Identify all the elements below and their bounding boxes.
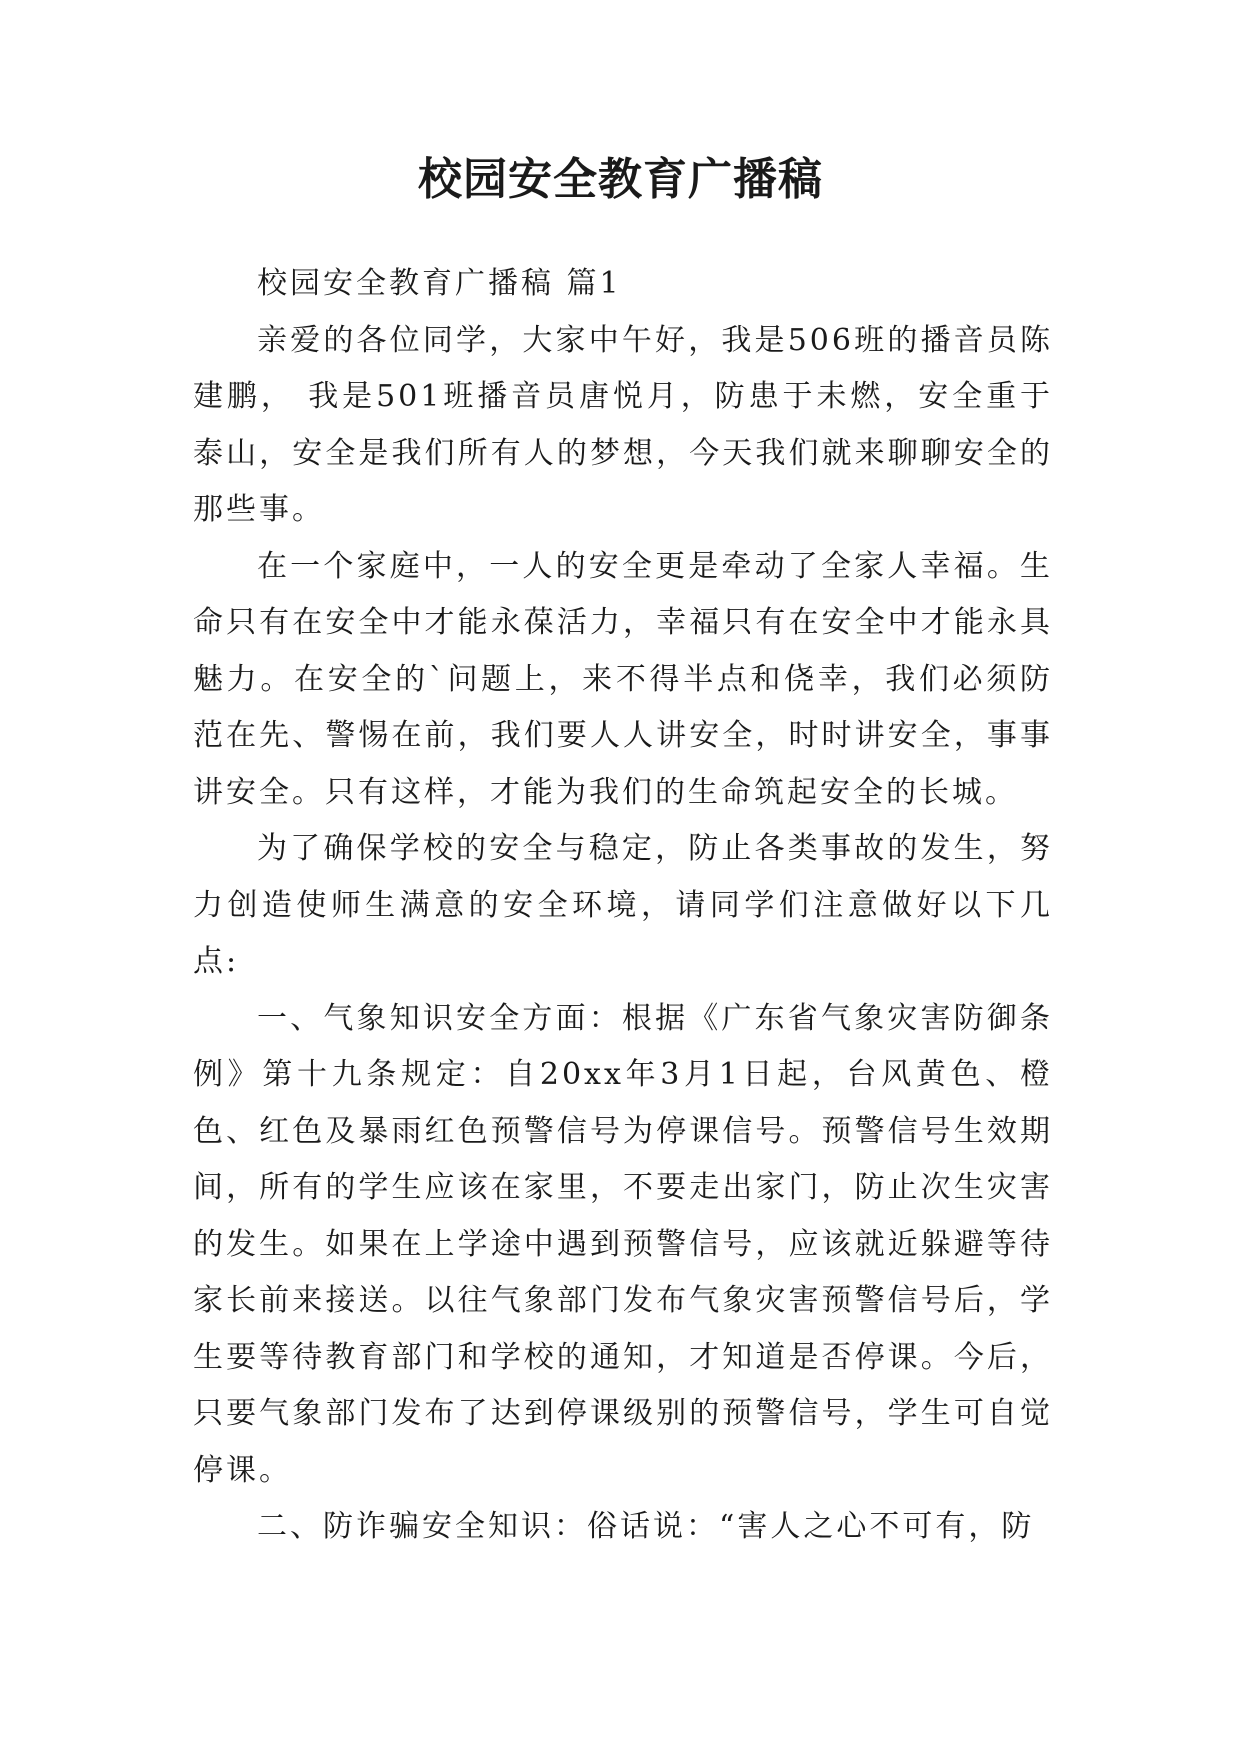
paragraph-intro: 亲爱的各位同学，大家中午好，我是506班的播音员陈建鹏， 我是501班播音员唐悦月，防患于未燃，安全重于泰山，安全是我们所有人的梦想，今天我们就来聊聊安全的那些事。 [193, 322, 1053, 527]
paragraph-fraud-safety: 二、防诈骗安全知识：俗话说：“害人之心不可有，防 [257, 1509, 1035, 1544]
document-body [193, 256, 1053, 1556]
document-title: 校园安全教育广播稿 [418, 154, 823, 205]
paragraph-weather-safety: 一、气象知识安全方面：根据《广东省气象灾害防御条例》第十九条规定：自20xx年3月1日起，台风黄色、橙色、红色及暴雨红色预警信号为停课信号。预警信号生效期间，所有的学生应该在家里，不要走出家门，防止次生灾害的发生。如果在上学途中遇到预警信号，应该就近躲避等待家长前来接送。以往气象部门发布气象灾害预警信号后，学生要等待教育部门和学校的通知，才知道是否停课。今后，只要气象部门发布了达到停课级别的预警信号，学生可自觉停课。 [193, 1000, 1053, 1488]
section-heading: 校园安全教育广播稿 篇1 [257, 266, 622, 301]
paragraph-school-safety: 为了确保学校的安全与稳定，防止各类事故的发生，努力创造使师生满意的安全环境，请同学们注意做好以下几点: [193, 831, 1053, 979]
paragraph-family-safety: 在一个家庭中，一人的安全更是牵动了全家人幸福。生命只有在安全中才能永葆活力，幸福只有在安全中才能永具魅力。在安全的`问题上，来不得半点和侥幸，我们必须防范在先、警惕在前，我们要人人讲安全，时时讲安全，事事讲安全。只有这样，才能为我们的生命筑起安全的长城。 [193, 548, 1053, 810]
